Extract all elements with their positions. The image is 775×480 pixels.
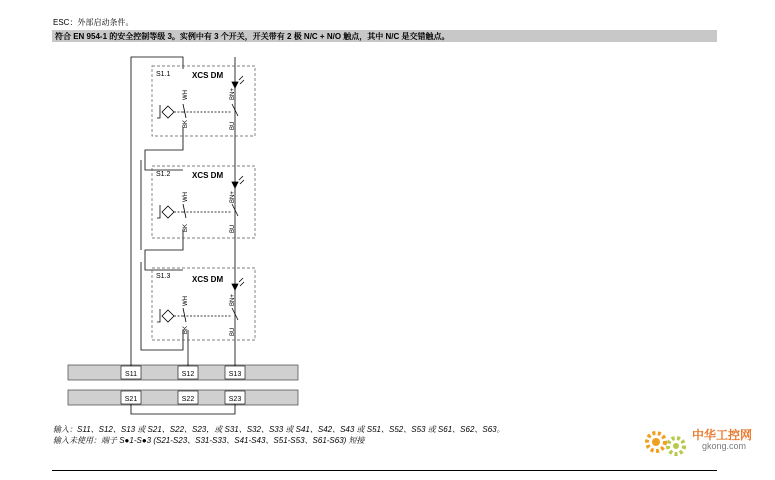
- terminal-label: S22: [181, 396, 195, 403]
- bottom-divider: [52, 470, 717, 471]
- safety-category-text: 符合 EN 954-1 的安全控制等级 3。实例中有 3 个开关，开关带有 2 极 N/C + N/O 触点，其中 N/C 是交错触点。: [55, 32, 450, 41]
- terminal-label: S21: [124, 396, 138, 403]
- pin-label: BK: [183, 223, 189, 232]
- pin-label: BK: [183, 119, 189, 128]
- pin-label: BU: [230, 121, 236, 130]
- pin-label: BU: [230, 224, 236, 233]
- wiring: [131, 57, 235, 366]
- switch-id: S1.2: [156, 171, 171, 178]
- inputs-footnote: 输入：S11、S12、S13 或 S21、S22、S23，或 S31、S32、S33 或 S41、S42、S43 或 S51、S52、S53 或 S61、S62、S63。: [53, 425, 505, 434]
- switch-model: XCS DM: [192, 275, 224, 284]
- terminal-block-bottom: [121, 391, 245, 404]
- switch-s1-2: [152, 166, 255, 238]
- watermark-brand: 中华工控网: [692, 428, 753, 442]
- pin-label: BU: [230, 327, 236, 336]
- gear-icon: [640, 422, 690, 462]
- watermark-domain: gkong.com: [702, 441, 747, 451]
- switch-id: S1.1: [156, 71, 171, 78]
- switch-id: S1.3: [156, 273, 171, 280]
- watermark: [640, 422, 770, 462]
- terminal-label: S11: [125, 371, 137, 378]
- terminal-label: S23: [228, 396, 242, 403]
- bridge-wire: [131, 404, 235, 414]
- unused-inputs-footnote: 输入未使用：端子 S●1-S●3 (S21-S23、S31-S33、S41-S43、S51-S53、S61-S63) 短接: [53, 436, 365, 445]
- pin-label: WH: [183, 296, 189, 306]
- terminal-label: S12: [181, 371, 195, 378]
- external-start-condition-text: ESC：外部启动条件。: [53, 18, 134, 27]
- terminal-label: S13: [228, 371, 242, 378]
- switch-model: XCS DM: [192, 71, 224, 80]
- pin-label: WH: [183, 90, 189, 100]
- switch-model: XCS DM: [192, 171, 224, 180]
- pin-label: BN+: [230, 294, 236, 306]
- pin-label: WH: [183, 192, 189, 202]
- pin-label: BN+: [230, 88, 236, 100]
- switch-s1-1: [152, 66, 255, 136]
- pin-label: BN+: [230, 191, 236, 203]
- pin-label: BK: [183, 325, 189, 334]
- terminal-block-top: [121, 366, 245, 379]
- switch-s1-3: [152, 268, 255, 340]
